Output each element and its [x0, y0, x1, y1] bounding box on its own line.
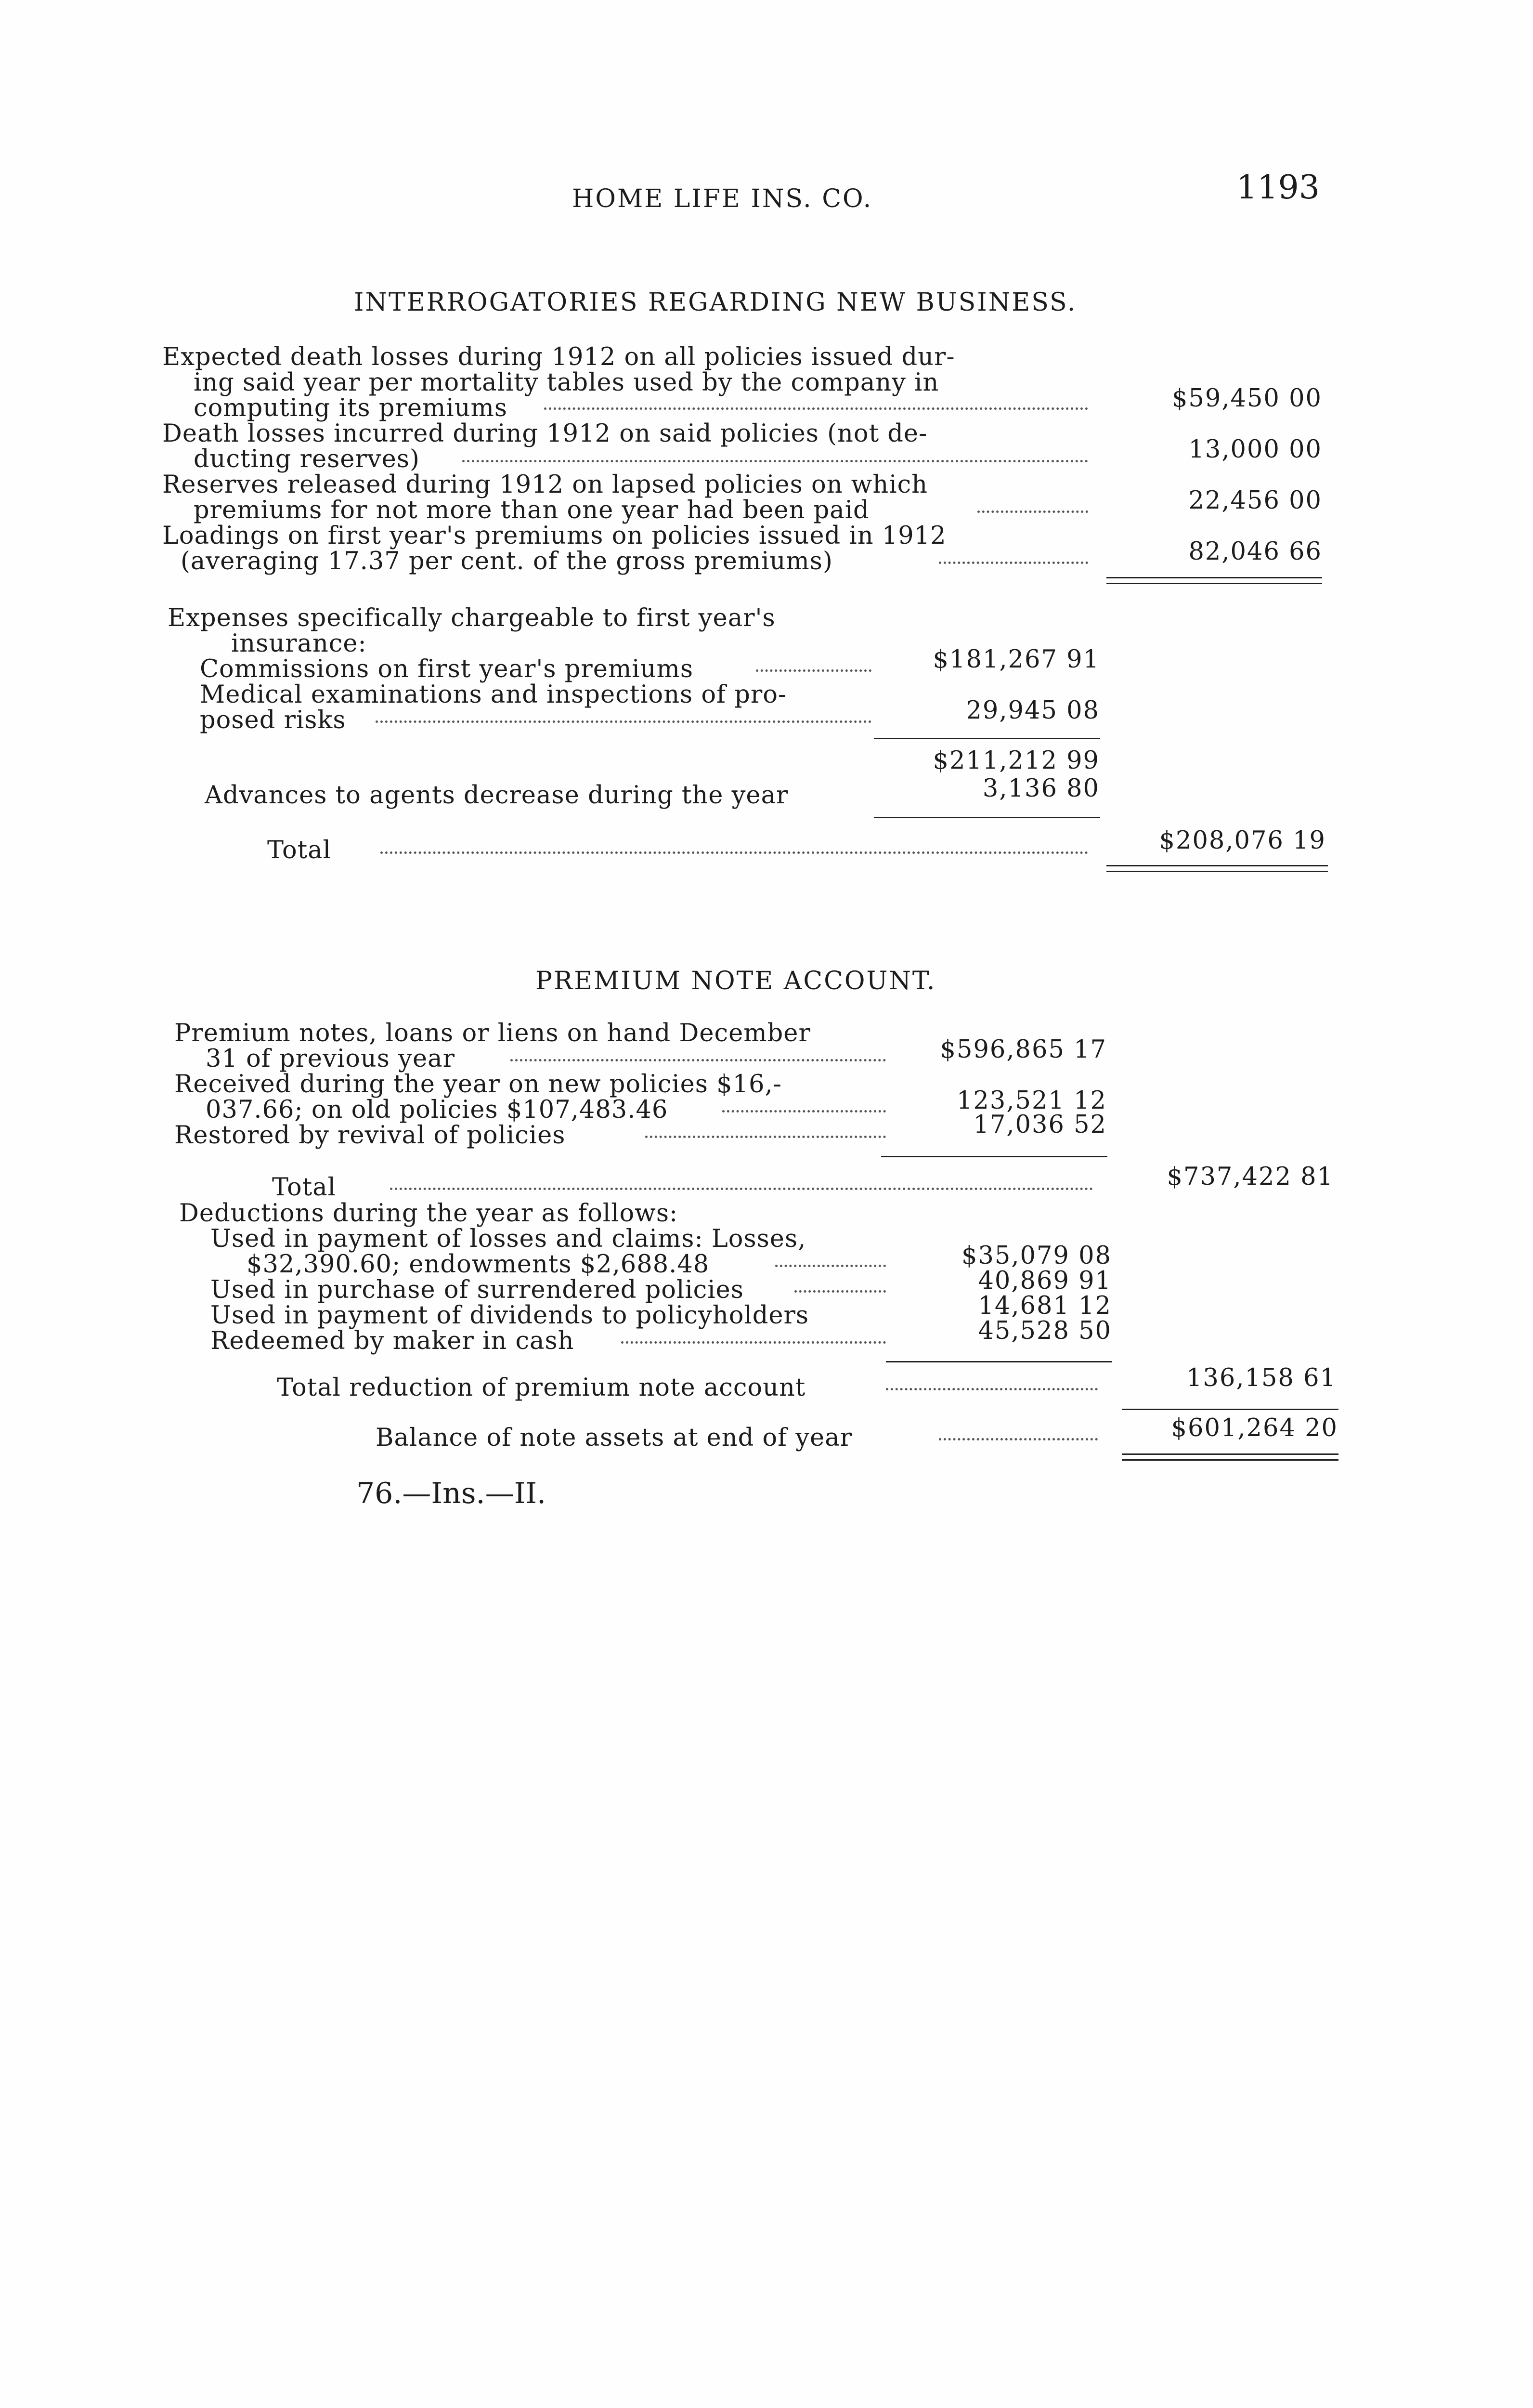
new-business-line-3: computing its premiums — [194, 394, 508, 422]
new-business-line-7: premiums for not more than one year had been paid — [194, 496, 870, 524]
expenses-subtotal: $211,212 99 — [933, 746, 1100, 775]
dot-leader — [794, 1290, 886, 1293]
losses-amount: $35,079 08 — [961, 1242, 1112, 1270]
new-business-line-8: Loadings on first year's premiums on policies issued in 1912 — [162, 522, 947, 550]
losses-label-2: $32,390.60; endowments $2,688.48 — [247, 1250, 710, 1279]
dot-leader — [939, 562, 1088, 564]
medical-label-2: posed risks — [200, 706, 346, 734]
expenses-heading-1: Expenses specifically chargeable to first year's — [168, 604, 776, 632]
losses-label-1: Used in payment of losses and claims: Losses, — [210, 1225, 806, 1253]
advances-label: Advances to agents decrease during the year — [205, 781, 789, 810]
dot-leader — [544, 407, 1088, 410]
balance-amount: $601,264 20 — [1171, 1414, 1338, 1442]
reduction-amount: 136,158 61 — [1186, 1364, 1337, 1392]
restored-label: Restored by revival of policies — [174, 1121, 566, 1150]
note-total-label: Total — [272, 1173, 336, 1202]
expenses-total-label: Total — [267, 836, 331, 864]
deductions-heading: Deductions during the year as follows: — [179, 1199, 678, 1228]
surrendered-amount: 40,869 91 — [978, 1267, 1112, 1295]
dot-leader — [390, 1188, 1093, 1190]
signature-mark: 76.—Ins.—II. — [356, 1477, 546, 1510]
double-rule — [1122, 1453, 1338, 1461]
received-label-1: Received during the year on new policies $16,- — [174, 1070, 782, 1099]
advances-amount: 3,136 80 — [982, 774, 1100, 803]
dot-leader — [462, 460, 1088, 462]
received-amount: 123,521 12 — [956, 1086, 1107, 1115]
new-business-line-4: Death losses incurred during 1912 on said policies (not de- — [162, 419, 928, 448]
dividends-label: Used in payment of dividends to policyholders — [210, 1301, 809, 1330]
dot-leader — [380, 851, 1088, 854]
note-total-amount: $737,422 81 — [1167, 1163, 1334, 1191]
reduction-label: Total reduction of premium note account — [277, 1374, 806, 1402]
dot-leader — [756, 669, 871, 672]
surrendered-label: Used in purchase of surrendered policies — [210, 1276, 744, 1304]
new-business-line-5: ducting reserves) — [194, 445, 420, 473]
dot-leader — [510, 1059, 886, 1061]
reserves-released-amount: 22,456 00 — [1188, 486, 1322, 515]
dot-leader — [621, 1341, 886, 1344]
dot-leader — [775, 1265, 886, 1267]
commissions-amount: $181,267 91 — [933, 645, 1100, 674]
double-rule — [1106, 865, 1328, 872]
redeemed-amount: 45,528 50 — [978, 1317, 1112, 1345]
balance-label: Balance of note assets at end of year — [376, 1424, 853, 1452]
section-title-premium-note: PREMIUM NOTE ACCOUNT. — [535, 967, 936, 995]
on-hand-label-2: 31 of previous year — [206, 1045, 455, 1073]
dot-leader — [645, 1136, 886, 1138]
redeemed-label: Redeemed by maker in cash — [210, 1327, 574, 1355]
new-business-line-1: Expected death losses during 1912 on all policies issued dur- — [162, 343, 955, 371]
dot-leader — [722, 1110, 886, 1112]
new-business-line-6: Reserves released during 1912 on lapsed policies on which — [162, 471, 928, 499]
redeemed-rule — [886, 1361, 1112, 1362]
new-business-line-2: ing said year per mortality tables used by the company in — [194, 368, 939, 397]
on-hand-label-1: Premium notes, loans or liens on hand December — [174, 1019, 811, 1047]
medical-label-1: Medical examinations and inspections of pro- — [200, 681, 787, 709]
loadings-amount: 82,046 66 — [1188, 537, 1322, 566]
commissions-label: Commissions on first year's premiums — [200, 655, 693, 683]
new-business-line-9: (averaging 17.37 per cent. of the gross premiums) — [181, 547, 833, 576]
reduction-rule — [1122, 1409, 1338, 1410]
dot-leader — [886, 1388, 1098, 1390]
section-title-new-business: INTERROGATORIES REGARDING NEW BUSINESS. — [354, 288, 1077, 317]
advances-rule — [874, 817, 1100, 818]
dot-leader — [977, 510, 1088, 513]
received-label-2: 037.66; on old policies $107,483.46 — [206, 1096, 668, 1124]
running-head: HOME LIFE INS. CO. — [572, 184, 873, 213]
subtotal-rule — [874, 738, 1100, 739]
incurred-losses-amount: 13,000 00 — [1188, 435, 1322, 464]
medical-amount: 29,945 08 — [966, 696, 1100, 725]
expenses-heading-2: insurance: — [231, 629, 367, 658]
restored-rule — [881, 1156, 1107, 1157]
on-hand-amount: $596,865 17 — [940, 1035, 1107, 1064]
dot-leader — [376, 720, 871, 723]
dividends-amount: 14,681 12 — [978, 1292, 1112, 1320]
dot-leader — [939, 1438, 1098, 1440]
expected-losses-amount: $59,450 00 — [1171, 384, 1322, 413]
page-number: 1193 — [1236, 169, 1320, 207]
double-rule — [1106, 577, 1322, 584]
expenses-total-amount: $208,076 19 — [1159, 826, 1326, 855]
restored-amount: 17,036 52 — [973, 1111, 1107, 1139]
